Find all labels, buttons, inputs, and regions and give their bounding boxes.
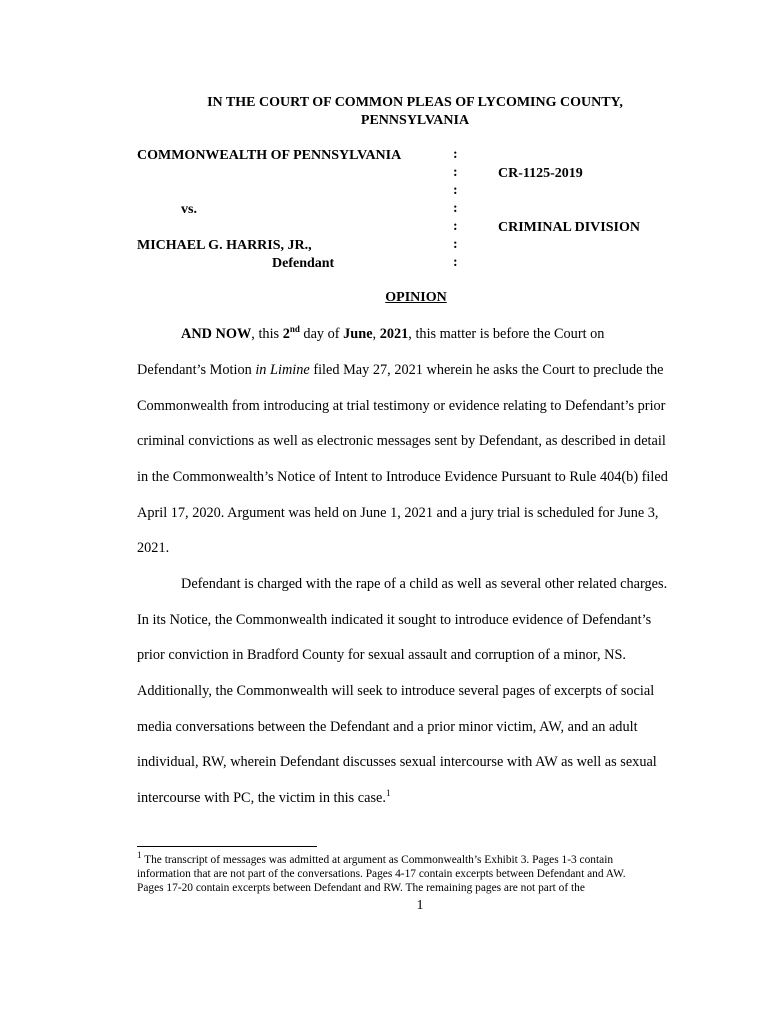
court-title-line1: IN THE COURT OF COMMON PLEAS OF LYCOMING COUNTY, bbox=[207, 95, 623, 110]
paragraph-line: April 17, 2020. Argument was held on June 1, 2021 and a jury trial is scheduled for June 3, bbox=[137, 505, 659, 521]
paragraph-line bbox=[137, 361, 664, 379]
caption-colon: : bbox=[453, 183, 458, 198]
paragraph-line: Additionally, the Commonwealth will seek to introduce several pages of excerpts of social bbox=[137, 683, 655, 699]
caption-colon: : bbox=[453, 255, 458, 270]
opinion-heading: OPINION bbox=[385, 290, 447, 305]
defendant-name: MICHAEL G. HARRIS, JR., bbox=[137, 238, 312, 253]
paragraph-line: individual, RW, wherein Defendant discusses sexual intercourse with AW as well as sexual bbox=[137, 754, 657, 770]
text-run: The transcript of messages was admitted at argument as Commonwealth’s Exhibit 3. Pages 1-3 contain bbox=[141, 854, 614, 866]
page-number: 1 bbox=[416, 898, 424, 913]
text-run: filed May 27, 2021 wherein he asks the Court to preclude the bbox=[309, 362, 664, 378]
footnote-line: Pages 17-20 contain excerpts between Defendant and RW. The remaining pages are not part of the bbox=[137, 882, 585, 894]
paragraph-line: In its Notice, the Commonwealth indicated it sought to introduce evidence of Defendant’s bbox=[137, 612, 652, 628]
and-now-text: AND NOW bbox=[181, 326, 252, 342]
caption-colon: : bbox=[453, 147, 458, 162]
text-run: , this bbox=[251, 326, 283, 342]
text-run: Defendant’s Motion bbox=[137, 362, 256, 378]
footnote-number: 1 bbox=[137, 850, 142, 861]
text-run: , bbox=[372, 326, 380, 342]
versus-label: vs. bbox=[181, 202, 197, 217]
text-run: intercourse with PC, the victim in this case. bbox=[137, 790, 386, 806]
caption-colon: : bbox=[453, 219, 458, 234]
paragraph-line: criminal convictions as well as electronic messages sent by Defendant, as described in detail bbox=[137, 433, 666, 449]
footnote-divider bbox=[137, 846, 317, 847]
division-label: CRIMINAL DIVISION bbox=[498, 220, 640, 235]
caption-colon: : bbox=[453, 165, 458, 180]
case-number: CR-1125-2019 bbox=[498, 166, 583, 181]
day-number bbox=[283, 326, 300, 342]
court-title-line2: PENNSYLVANIA bbox=[360, 113, 470, 128]
paragraph-line: media conversations between the Defendant and a prior minor victim, AW, and an adult bbox=[137, 719, 638, 735]
footnote-reference[interactable]: 1 bbox=[385, 788, 391, 799]
paragraph-line: prior conviction in Bradford County for sexual assault and corruption of a minor, NS. bbox=[137, 647, 626, 663]
caption-colon: : bbox=[453, 237, 458, 252]
paragraph-line: Commonwealth from introducing at trial testimony or evidence relating to Defendant’s prior bbox=[137, 398, 666, 414]
footnote-line bbox=[137, 850, 614, 867]
plaintiff-name: COMMONWEALTH OF PENNSYLVANIA bbox=[137, 148, 402, 163]
motion-title-italic: in Limine bbox=[255, 362, 310, 378]
paragraph-line: 2021. bbox=[137, 540, 170, 556]
paragraph-line: in the Commonwealth’s Notice of Intent to Introduce Evidence Pursuant to Rule 404(b) filed bbox=[137, 469, 668, 485]
day-digit: 2 bbox=[282, 326, 290, 342]
month-text: June bbox=[343, 326, 373, 342]
text-run: day of bbox=[299, 326, 344, 342]
text-run: , this matter is before the Court on bbox=[408, 326, 605, 342]
paragraph-line: Defendant is charged with the rape of a child as well as several other related charges. bbox=[181, 576, 668, 592]
footnote-line: information that are not part of the conversations. Pages 4-17 contain excerpts between Defendant and AW. bbox=[137, 868, 626, 880]
caption-colon: : bbox=[453, 201, 458, 216]
day-suffix: nd bbox=[289, 324, 300, 335]
year-text: 2021 bbox=[379, 326, 409, 342]
defendant-role: Defendant bbox=[272, 256, 335, 271]
paragraph-line bbox=[181, 325, 604, 343]
paragraph-line bbox=[137, 789, 390, 807]
court-title bbox=[150, 94, 680, 130]
